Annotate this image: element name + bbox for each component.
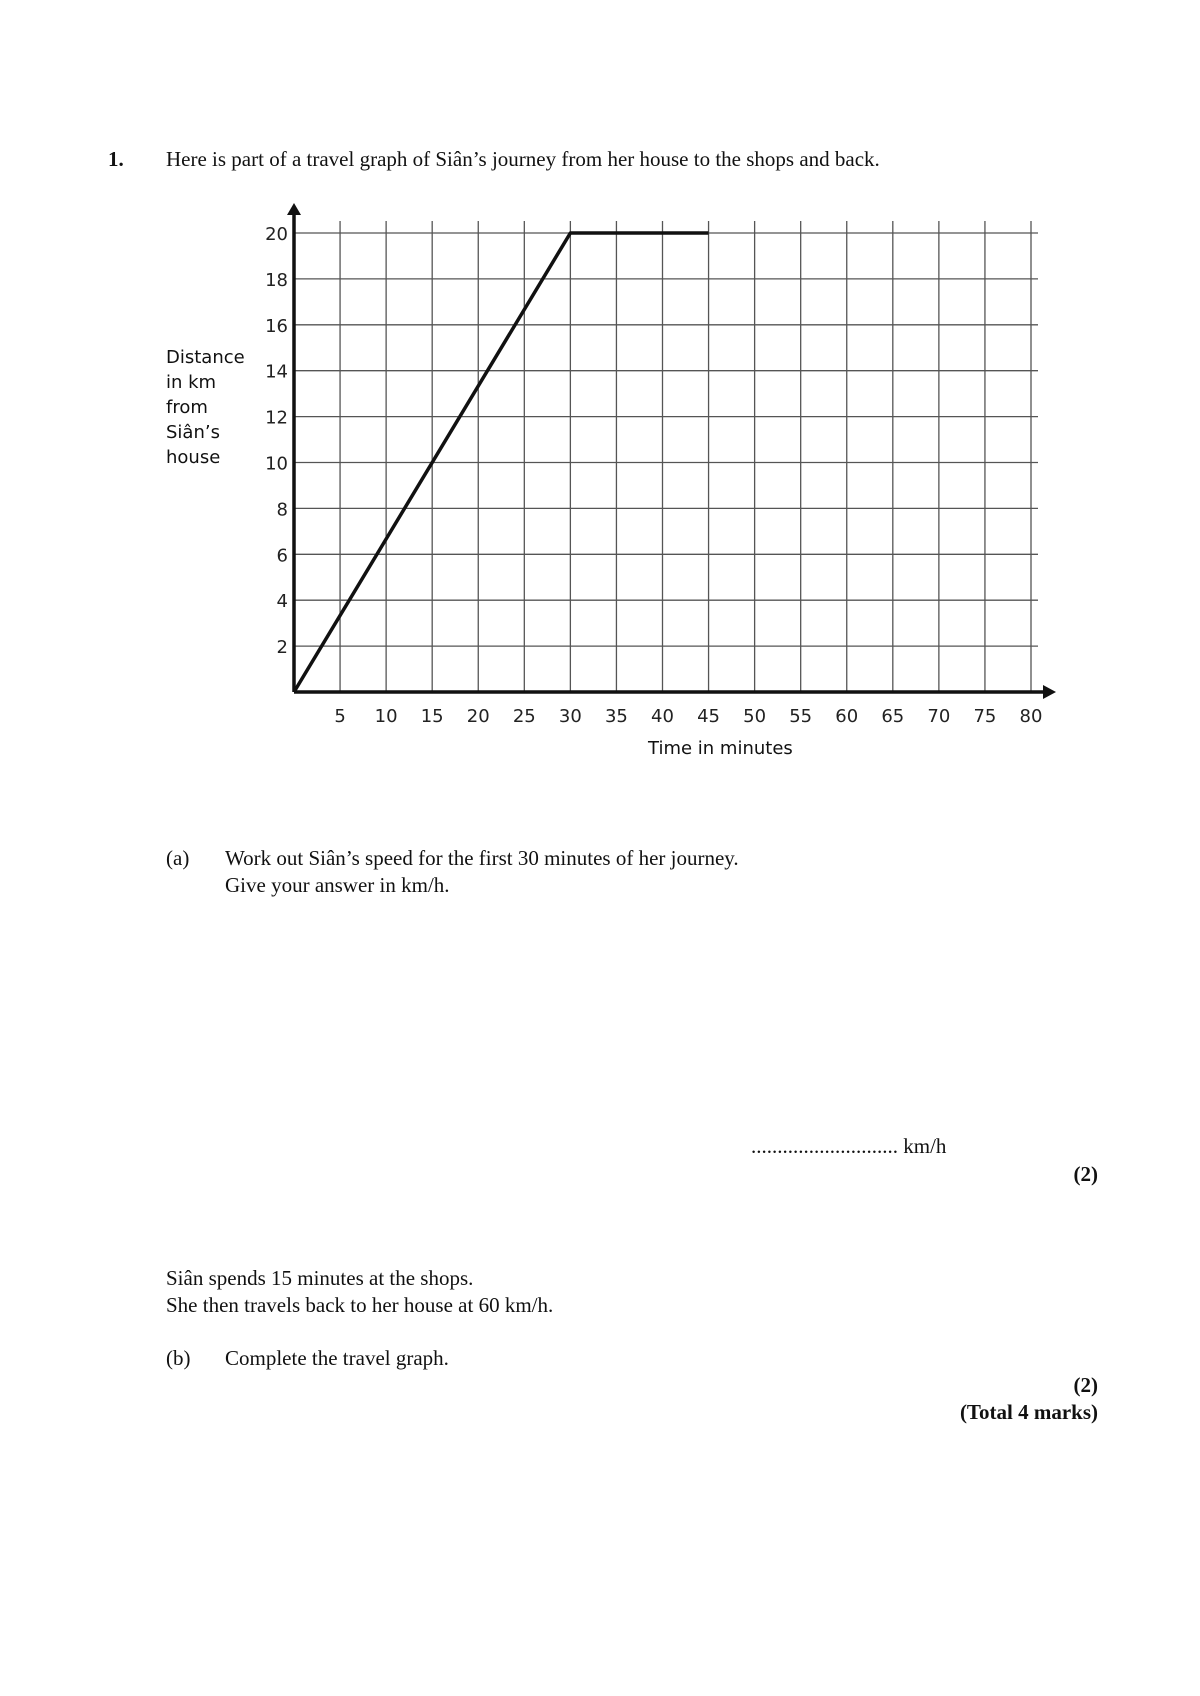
x-tick-label: 45	[697, 706, 721, 727]
x-tick-label: 65	[881, 706, 905, 727]
x-tick-label: 15	[420, 706, 444, 727]
part-b-info-line: She then travels back to her house at 60 km/h.	[166, 1293, 554, 1317]
x-tick-label: 80	[1019, 706, 1043, 727]
part-a-label: (a)	[166, 846, 190, 870]
y-axis-label-line: Siân’s	[166, 422, 220, 443]
x-tick-label: 25	[512, 706, 536, 727]
y-axis-label-line: house	[166, 447, 221, 468]
part-b-marks: (2)	[1073, 1373, 1098, 1397]
question-number: 1.	[108, 147, 124, 171]
x-tick-label: 40	[651, 706, 674, 727]
x-tick-label: 60	[835, 706, 859, 727]
part-a-marks: (2)	[1073, 1162, 1098, 1186]
x-tick-label: 70	[927, 706, 951, 727]
part-b-info-line: Siân spends 15 minutes at the shops.	[166, 1266, 474, 1290]
y-axis-label	[166, 345, 256, 470]
y-tick-label: 16	[265, 315, 288, 337]
y-axis-label-line: Distance	[166, 347, 245, 368]
y-tick-label: 2	[276, 637, 288, 659]
x-tick-label: 75	[973, 706, 997, 727]
x-tick-label: 50	[743, 706, 767, 727]
y-tick-label: 4	[276, 591, 288, 613]
y-tick-label: 6	[276, 545, 288, 567]
answer-line[interactable]: ............................ km/h	[751, 1134, 947, 1158]
y-axis-label-line: from	[166, 397, 208, 418]
tick-labels	[265, 224, 1042, 727]
y-tick-label: 20	[265, 224, 288, 245]
y-tick-label: 18	[265, 269, 288, 291]
x-tick-label: 20	[466, 706, 490, 727]
y-axis-label-line: in km	[166, 372, 217, 393]
total-marks: (Total 4 marks)	[959, 1400, 1098, 1424]
y-tick-label: 8	[276, 499, 288, 521]
x-axis-label: Time in minutes	[648, 738, 793, 759]
y-axis-arrowhead	[287, 203, 301, 215]
x-axis-arrowhead	[1043, 685, 1056, 699]
x-tick-label: 35	[604, 706, 628, 727]
part-a-instruction: Give your answer in km/h.	[225, 873, 450, 897]
part-b-question: Complete the travel graph.	[225, 1346, 449, 1370]
x-tick-label: 10	[374, 706, 398, 727]
y-tick-label: 10	[265, 453, 288, 475]
grid	[294, 221, 1038, 692]
axes	[287, 203, 1056, 699]
x-tick-label: 5	[334, 706, 346, 727]
x-tick-label: 55	[789, 706, 813, 727]
x-tick-label: 30	[558, 706, 582, 727]
question-intro: Here is part of a travel graph of Siân’s journey from her house to the shops and back.	[166, 147, 880, 171]
part-b-label: (b)	[166, 1346, 191, 1370]
part-a-question: Work out Siân’s speed for the first 30 minutes of her journey.	[225, 846, 739, 870]
y-tick-label: 12	[265, 407, 288, 429]
y-tick-label: 14	[265, 361, 288, 383]
